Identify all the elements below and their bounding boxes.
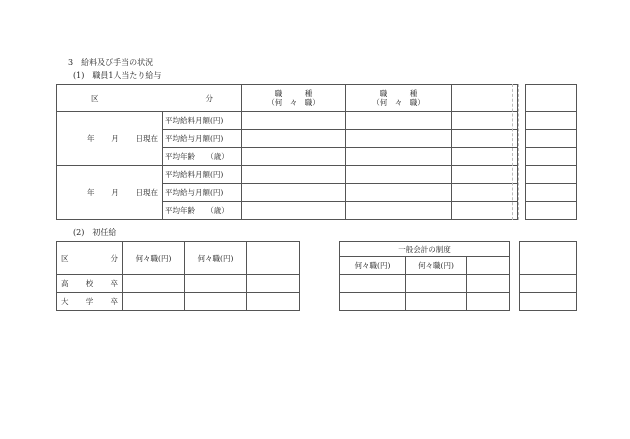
t1-row — [57, 112, 577, 130]
t2-header-blank — [247, 242, 300, 275]
t1-date-day: 日現在 — [135, 134, 158, 143]
t2-header-category — [57, 242, 123, 275]
t2-row-label-university — [57, 293, 123, 311]
t2-row2-char: 卒 — [110, 297, 118, 306]
t2-header-occupation-a: 何々職(円) — [123, 242, 185, 275]
t1-date-month: 月 — [111, 134, 119, 143]
section-title: 3 給料及び手当の状況 — [68, 58, 154, 67]
t2-header-occupation-d: 何々職(円) — [406, 257, 467, 275]
t2-gap-cell — [300, 242, 340, 275]
t1-col2-line2: （何 々 職） — [372, 98, 425, 107]
t1-col1-line2: （何 々 職） — [267, 98, 320, 107]
t2-row2-char: 学 — [85, 297, 94, 306]
t1-date-year: 年 — [87, 134, 95, 143]
t1-header-occupation-1 — [242, 85, 346, 112]
t1-row — [57, 166, 577, 184]
t2-header-occupation-b: 何々職(円) — [185, 242, 247, 275]
t1-header-row — [57, 85, 577, 112]
t1-row-label: 平均年齢 （歳） — [163, 202, 242, 220]
t2-header-occupation-c: 何々職(円) — [340, 257, 406, 275]
starting-salary-table — [56, 241, 577, 311]
t2-header-blank-last — [520, 242, 577, 275]
t1-header-occupation-2 — [346, 85, 452, 112]
t2-row-label-high-school — [57, 275, 123, 293]
t1-row-label: 平均給料月額(円) — [163, 166, 242, 184]
t2-row1-char: 校 — [85, 279, 94, 288]
subsection-title-salary-per-employee: (1) 職員1人当たり給与 — [73, 71, 162, 80]
t2-row-high-school — [57, 275, 577, 293]
t1-row-label: 平均給与月額(円) — [163, 130, 242, 148]
t1-date-month: 月 — [111, 188, 119, 197]
t1-row-label: 平均年齢 （歳） — [163, 148, 242, 166]
salary-per-employee-table — [56, 84, 577, 220]
t2-row2-char: 大 — [61, 297, 69, 306]
t1-col1-line1: 職 種 — [274, 89, 313, 98]
t1-header-category — [57, 85, 242, 112]
t2-general-account-header: 一般会計の制度 — [340, 242, 510, 257]
t2-row1-char: 高 — [61, 279, 69, 288]
t2-head-ku: 区 — [61, 253, 69, 263]
t1-header-blank — [452, 85, 518, 112]
t2-header-blank-2 — [467, 257, 510, 275]
t1-header-blank-last — [526, 85, 577, 112]
t2-head-bun: 分 — [110, 253, 118, 263]
t1-head-ku: 区 — [91, 93, 99, 103]
t1-date-label-a — [57, 112, 163, 166]
t2-row-university — [57, 293, 577, 311]
t1-date-day: 日現在 — [135, 188, 158, 197]
t1-col2-line1: 職 種 — [379, 89, 418, 98]
t1-date-year: 年 — [87, 188, 95, 197]
t2-header-row-1 — [57, 242, 577, 257]
t1-row-label: 平均給料月額(円) — [163, 112, 242, 130]
t1-row-label: 平均給与月額(円) — [163, 184, 242, 202]
t1-head-bun: 分 — [205, 93, 213, 103]
t2-row1-char: 卒 — [110, 279, 118, 288]
table1-break-marker — [512, 84, 513, 220]
t1-date-label-b — [57, 166, 163, 220]
subsection-title-starting-salary: (2) 初任給 — [73, 228, 117, 237]
table1-break-marker-2 — [518, 84, 519, 220]
t2-gap-cell-2 — [510, 242, 520, 275]
